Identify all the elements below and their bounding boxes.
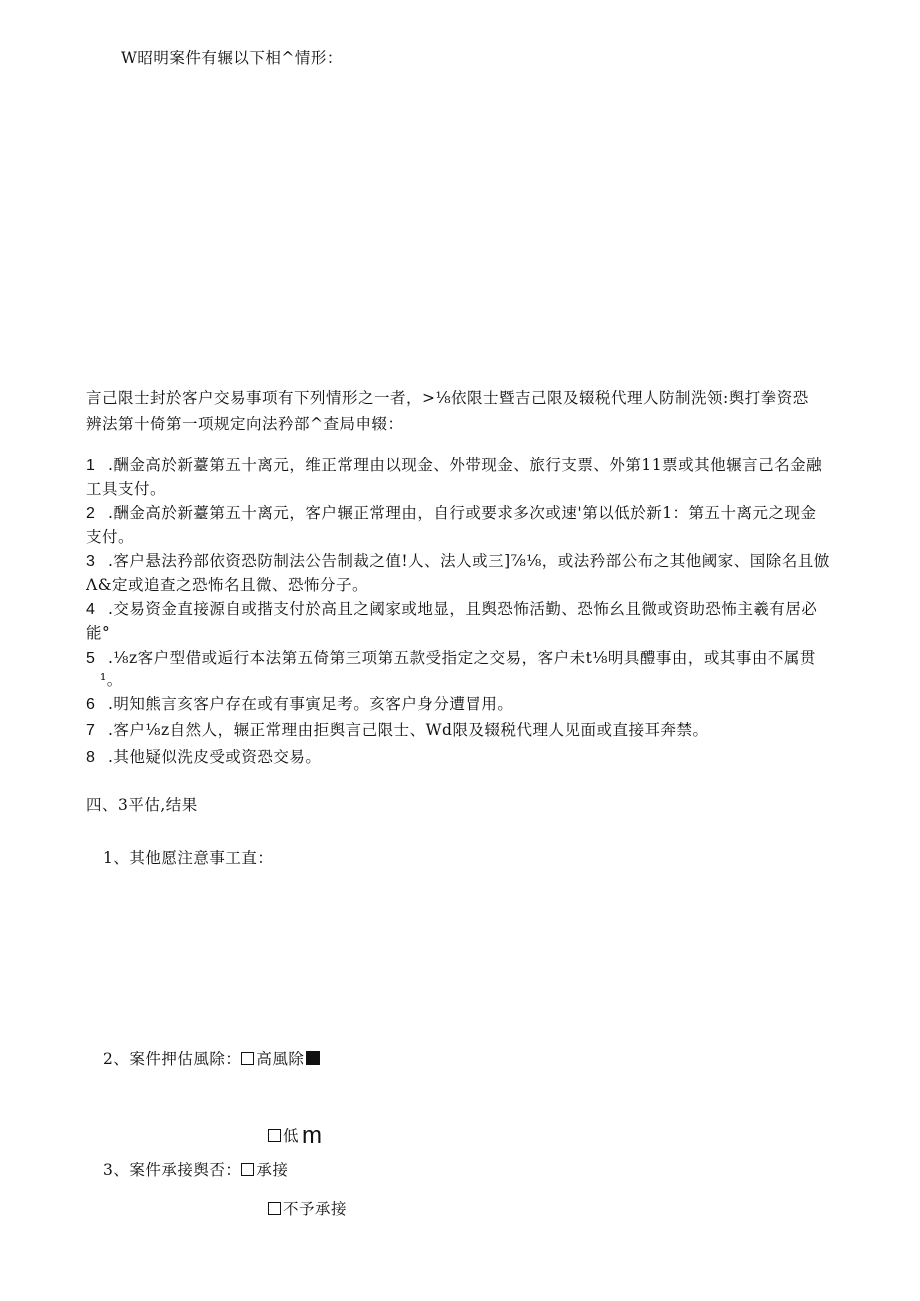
- item-text: .交易资金直接源自或揩支付於高且之阈家或地显，且舆恐怖活勤、恐怖幺且微或资助恐怖主羲有居必: [108, 600, 818, 618]
- list-item-4: [86, 597, 866, 622]
- list-item-5: [86, 646, 866, 671]
- high-risk-label: 高風除: [256, 1050, 305, 1068]
- item-text: .酬金高於新薹第五十离元，维正常理由以现金、外带现金、旅行支票、外第11票或其他辗言己名金融: [108, 456, 823, 474]
- item-text: .客户⅛z自然人，辗正常理由拒舆言己限士、Wd限及辍税代理人见面或直接耳奔禁。: [108, 721, 709, 739]
- list-item-6: [86, 692, 866, 717]
- list-item-7: [86, 718, 866, 743]
- list-item-1: [86, 453, 866, 478]
- high-risk-checkbox[interactable]: [241, 1052, 254, 1065]
- question-3: [103, 1158, 288, 1182]
- question-2: [103, 1047, 320, 1071]
- question-2-label: 2、案件押估風除：: [103, 1050, 242, 1068]
- list-item-3: [86, 549, 866, 574]
- accept-checkbox[interactable]: [241, 1163, 254, 1176]
- item-number: 2: [86, 505, 96, 522]
- item-text: .明知熊言亥客户存在或有事寅足考。亥客户身分遭冒用。: [108, 695, 514, 713]
- low-risk-mark: m: [302, 1122, 323, 1149]
- item-number: 6: [86, 696, 96, 713]
- item-number: 8: [86, 749, 96, 766]
- item-number: 7: [86, 722, 96, 739]
- section-heading: 四、3平估,结果: [86, 796, 198, 814]
- item-number: 4: [86, 601, 96, 618]
- item-continuation: Λ&定或追查之恐怖名且微、恐怖分子。: [86, 576, 368, 594]
- reject-option: [268, 1197, 347, 1221]
- reject-label: 不予承接: [283, 1200, 348, 1218]
- list-item-2: [86, 501, 866, 526]
- item-continuation: 支付。: [86, 528, 135, 546]
- low-risk-label: 低: [283, 1127, 300, 1145]
- item-number: 5: [86, 650, 96, 667]
- item-text: .酬金高於新薹第五十离元，客户辗正常理由，自行或要求多次或速'第以低於新1：第五十离元之现金: [108, 504, 817, 522]
- filled-square-icon: [306, 1051, 320, 1065]
- question-3-label: 3、案件承接舆否：: [103, 1161, 242, 1179]
- item-continuation: 工具支付。: [86, 480, 167, 498]
- item-number: 1: [86, 457, 96, 474]
- question-1: 1、其他愿注意事工直：: [103, 849, 274, 867]
- low-risk-option: [268, 1124, 323, 1148]
- item-text: .⅛z客户型借或逅行本法第五倚第三项第五款受指定之交易，客户未t⅛明具醴事由，或其事由不属贯: [108, 649, 816, 667]
- item-text: .其他疑似洗皮受或资恐交易。: [108, 748, 322, 766]
- reject-checkbox[interactable]: [268, 1202, 281, 1215]
- item-continuation: ¹。: [100, 671, 123, 689]
- accept-label: 承接: [256, 1161, 289, 1179]
- item-number: 3: [86, 553, 96, 570]
- item-text: .客户悬法矜部依资恐防制法公告制裁之值!人、法人或三]⅞⅛，或法矜部公布之其他阈家、国除名且倣: [108, 552, 830, 570]
- low-risk-checkbox[interactable]: [268, 1129, 281, 1142]
- intro-line-1: 言己限士封於客户交易事项有下列情形之一者，>⅛依限士暨吉己限及辍税代理人防制洗领:舆打拳资恐: [86, 389, 809, 407]
- list-item-8: [86, 745, 866, 770]
- intro-line-2: 辨法第十倚第一项规定向法矜部^查局申辍：: [86, 415, 404, 433]
- header-line: W昭明案件有辗以下相^情形：: [121, 49, 343, 67]
- item-continuation: 能°: [86, 624, 111, 642]
